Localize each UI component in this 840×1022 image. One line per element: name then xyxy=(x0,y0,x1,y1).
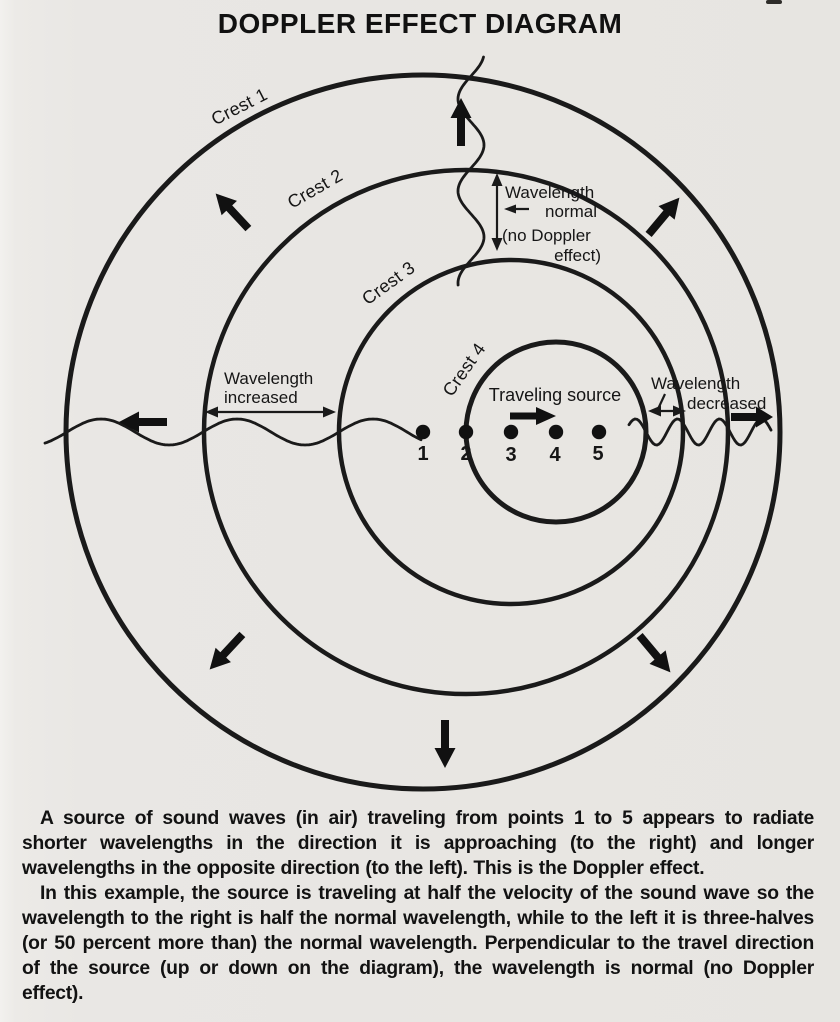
caption-paragraph-1: A source of sound waves (in air) traveling from points 1 to 5 appears to radiate shorter wavelengths in the direction it is approaching (to the right) and longer wavelengths in the opposite direction (to the left). This is the Doppler effect. xyxy=(22,808,814,879)
crest-label-3: Crest 3 xyxy=(358,257,419,309)
source-point-label-4: 4 xyxy=(549,444,561,466)
radiating-arrow-upper-left-icon xyxy=(208,186,256,235)
wave-right-decreased xyxy=(629,419,771,445)
measure-arrow-increased xyxy=(205,407,336,418)
radiating-arrow-lower-right-icon xyxy=(632,629,679,679)
caption-paragraph-2: In this example, the source is traveling at half the velocity of the sound wave so the wavelength to the right is half the normal wavelength, while to the left it is three-halves (or 50 percent more than) the normal wavelength. Perpendicular to the travel direction of the source (up or down on the diagram), the wavelength is normal (no Doppler effect). xyxy=(22,883,814,1004)
radiating-arrow-down-icon xyxy=(435,720,456,768)
source-point-label-1: 1 xyxy=(417,443,429,465)
source-point-dot-5 xyxy=(592,425,606,439)
measure-arrow-normal xyxy=(492,173,503,251)
source-point-label-5: 5 xyxy=(592,443,604,465)
source-point-dot-4 xyxy=(549,425,563,439)
wavelength-normal-line4: effect) xyxy=(554,246,601,265)
source-point-label-2: 2 xyxy=(460,443,472,465)
source-point-dot-3 xyxy=(504,425,518,439)
wavelength-decreased-line1: Wavelength xyxy=(651,374,741,393)
traveling-source-label: Traveling source xyxy=(488,385,622,405)
radiating-arrow-up-icon xyxy=(451,98,472,146)
wavelength-increased-line1: Wavelength xyxy=(224,369,314,388)
wavelength-normal-line1: Wavelength xyxy=(505,183,595,202)
wavelength-increased-line2: increased xyxy=(224,388,298,407)
wavelength-normal-line3: (no Doppler xyxy=(502,226,591,245)
crest-label-4: Crest 4 xyxy=(438,339,490,400)
source-point-label-3: 3 xyxy=(505,444,517,466)
radiating-arrow-upper-right-icon xyxy=(641,191,688,241)
source-point-dot-1 xyxy=(416,425,430,439)
source-point-dot-2 xyxy=(459,425,473,439)
crest-label-1: Crest 1 xyxy=(207,84,271,130)
crest-label-2: Crest 2 xyxy=(283,165,347,213)
wave-left-increased xyxy=(45,419,421,445)
wavelength-normal-line2: normal xyxy=(545,202,597,221)
page-title: DOPPLER EFFECT DIAGRAM xyxy=(217,8,623,39)
wavelength-decreased-line2: decreased xyxy=(687,394,767,413)
traveling-source-arrow-icon xyxy=(510,407,556,425)
radiating-arrow-lower-left-icon xyxy=(202,627,250,676)
radiating-arrow-left-icon xyxy=(119,412,167,433)
pointer-arrow-left-icon xyxy=(504,205,529,214)
caption-text xyxy=(22,806,814,1006)
